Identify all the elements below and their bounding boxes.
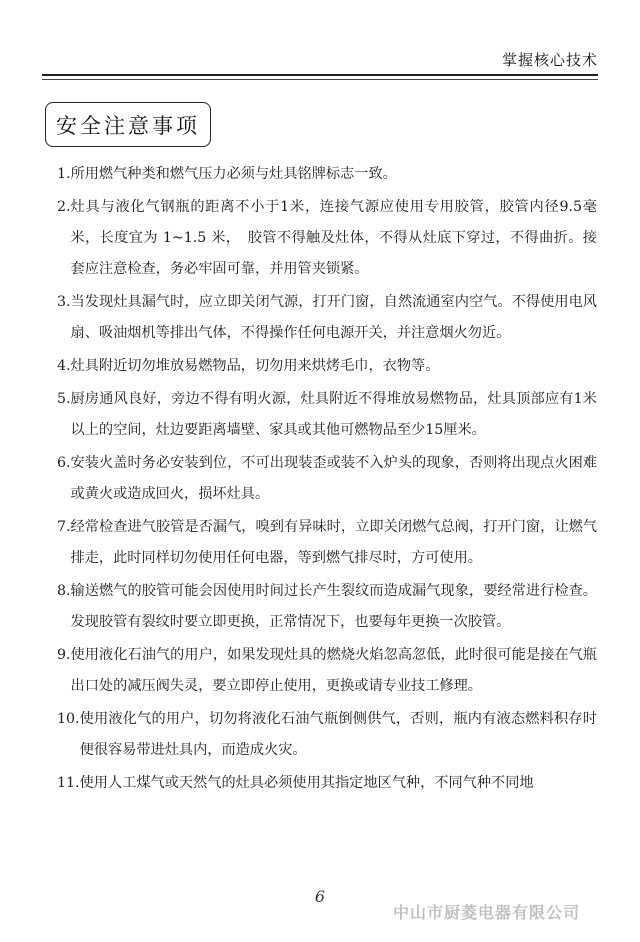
item-text: 使用液化气的用户，切勿将液化石油气瓶倒侧供气，否则，瓶内有液态燃料积存时便很容易带进灶具内，而造成火灾。 bbox=[79, 711, 597, 758]
list-item bbox=[57, 640, 597, 702]
item-text: 厨房通风良好，旁边不得有明火源，灶具附近不得堆放易燃物品，灶具顶部应有1米以上的空间，灶边要距离墙壁、家具或其他可燃物品至少15厘米。 bbox=[70, 391, 597, 438]
item-text: 使用液化石油气的用户，如果发现灶具的燃烧火焰忽高忽低，此时很可能是接在气瓶出口处的减压阀失灵，要立即停止使用，更换或请专业技工修理。 bbox=[70, 647, 597, 694]
list-item bbox=[57, 768, 597, 799]
item-text: 当发现灶具漏气时，应立即关闭气源，打开门窗，自然流通室内空气。不得使用电风扇、吸油烟机等排出气体，不得操作任何电源开关，并注意烟火勿近。 bbox=[70, 294, 597, 341]
item-text: 灶具附近切勿堆放易燃物品，切勿用来烘烤毛巾，衣物等。 bbox=[70, 358, 440, 374]
item-number: 6. bbox=[57, 455, 71, 471]
list-item bbox=[57, 192, 597, 285]
item-number: 3. bbox=[57, 294, 71, 310]
section-title-box bbox=[45, 102, 211, 147]
item-number: 7. bbox=[57, 519, 71, 535]
item-number: 4. bbox=[57, 358, 71, 374]
item-number: 1. bbox=[57, 166, 71, 182]
item-number: 11. bbox=[57, 775, 80, 791]
list-item bbox=[57, 384, 597, 446]
list-item bbox=[57, 512, 597, 574]
company-watermark: 中山市厨菱电器有限公司 bbox=[392, 903, 580, 922]
list-item bbox=[57, 576, 597, 638]
item-number: 9. bbox=[57, 647, 71, 663]
item-text: 所用燃气种类和燃气压力必须与灶具铭牌标志一致。 bbox=[70, 166, 397, 182]
list-item bbox=[57, 159, 597, 190]
safety-notice-list bbox=[57, 159, 597, 801]
item-number: 2. bbox=[57, 199, 71, 215]
list-item bbox=[57, 351, 597, 382]
list-item bbox=[57, 448, 597, 510]
page-number: 6 bbox=[314, 887, 326, 906]
item-text: 安装火盖时务必安装到位，不可出现装歪或装不入炉头的现象，否则将出现点火困难或黄火或造成回火，损坏灶具。 bbox=[70, 455, 597, 502]
item-number: 8. bbox=[57, 583, 71, 599]
item-text: 灶具与液化气钢瓶的距离不小于1米，连接气源应使用专用胶管，胶管内径9.5毫米，长度宜为 1~1.5 米， 胶管不得触及灶体，不得从灶底下穿过，不得曲折。接套应注意检查，务必牢固可靠，并用管夹锁紧。 bbox=[70, 199, 597, 277]
item-text: 使用人工煤气或天然气的灶具必须使用其指定地区气种，不同气种不同地 bbox=[79, 775, 534, 791]
header-rule-thick bbox=[42, 74, 598, 76]
item-text: 输送燃气的胶管可能会因使用时间过长产生裂纹而造成漏气现象，要经常进行检查。发现胶管有裂纹时要立即更换，正常情况下，也要每年更换一次胶管。 bbox=[70, 583, 597, 630]
item-text: 经常检查进气胶管是否漏气，嗅到有异味时，立即关闭燃气总阀，打开门窗，让燃气排走，此时同样切勿使用任何电器，等到燃气排尽时，方可使用。 bbox=[70, 519, 597, 566]
item-number: 10. bbox=[57, 711, 80, 727]
list-item bbox=[57, 704, 597, 766]
header-title: 掌握核心技术 bbox=[501, 51, 598, 69]
item-number: 5. bbox=[57, 391, 71, 407]
section-title: 安全注意事项 bbox=[56, 114, 200, 138]
list-item bbox=[57, 287, 597, 349]
header-rule-thin bbox=[42, 79, 598, 80]
